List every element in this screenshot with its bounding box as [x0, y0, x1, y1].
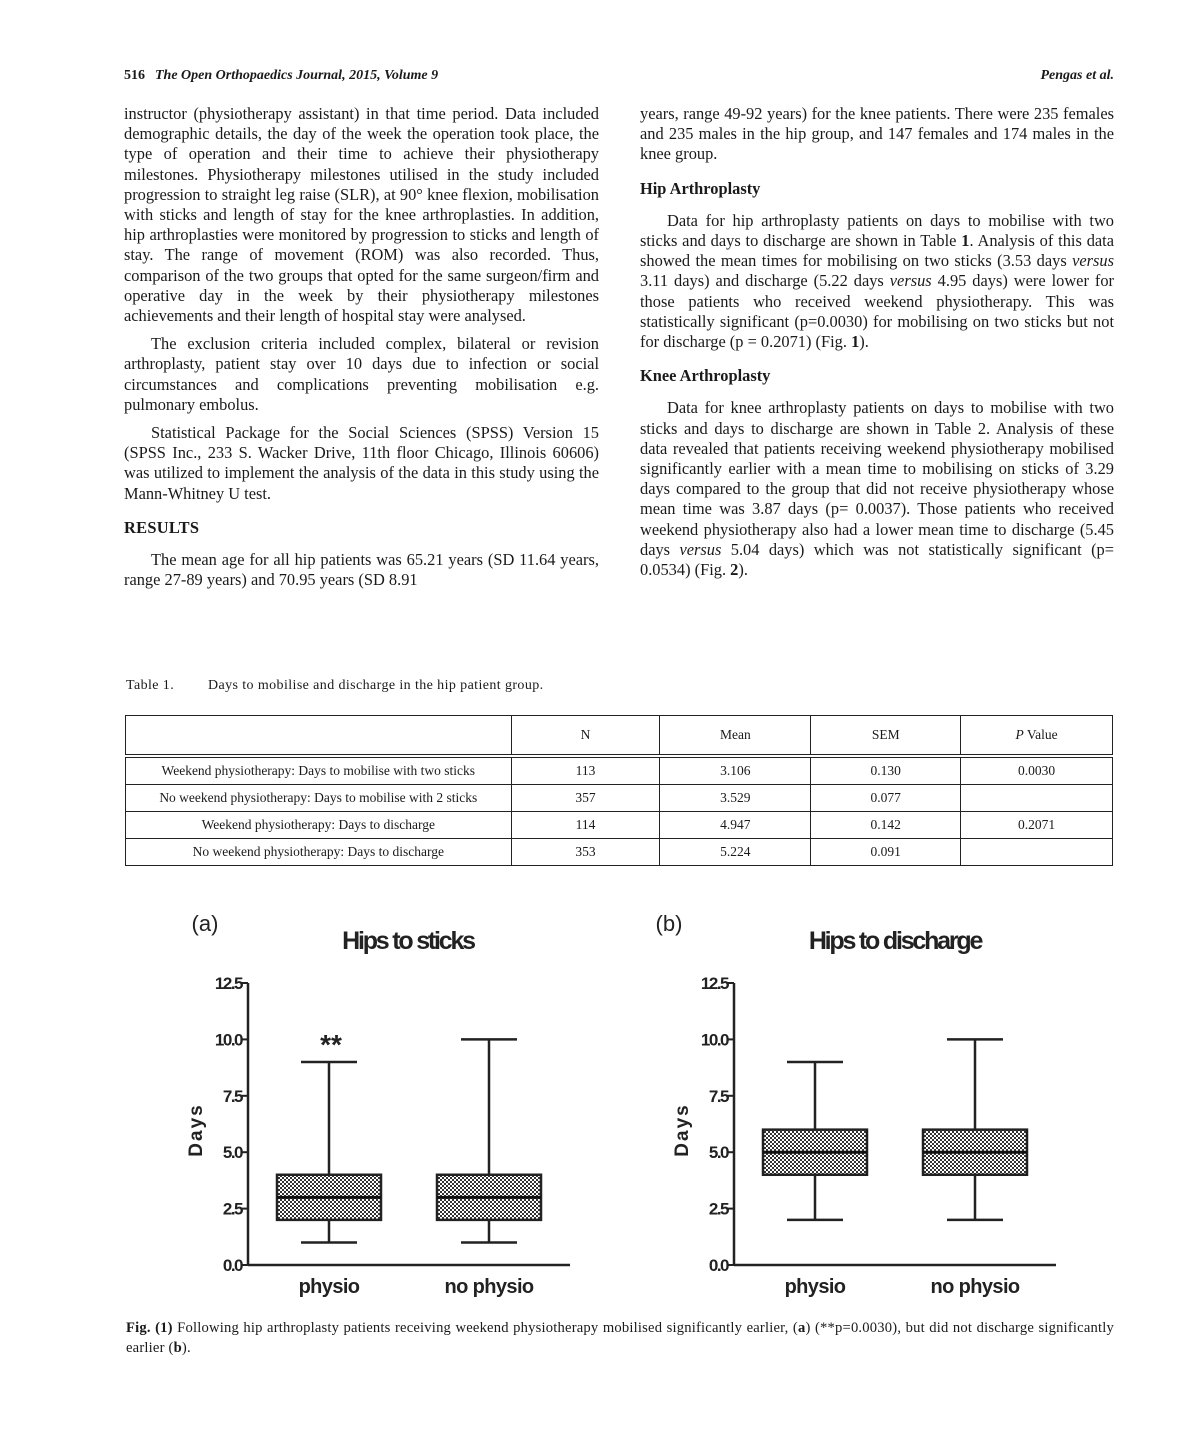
panel-ref: a: [797, 1320, 806, 1336]
cell-p: [961, 785, 1113, 812]
paragraph: years, range 49-92 years) for the knee patients. There were 235 females and 235 males in the hip group, and 147 females and 174 males in the knee group.: [640, 104, 1114, 164]
header-cell-sem: SEM: [811, 716, 961, 757]
significance-annotation: **: [320, 1028, 342, 1060]
table-ref: 1: [961, 231, 970, 251]
x-category-label: no physio: [444, 1276, 534, 1298]
text: 3.11 days) and discharge (5.22 days: [640, 271, 890, 291]
y-tick-label: 0.0: [222, 1256, 242, 1275]
cell-p: 0.2071: [961, 812, 1113, 839]
y-tick-label: 2.5: [222, 1199, 242, 1219]
header-cell-n: N: [511, 716, 660, 757]
text: 5.04 days) which was not statistically significant (p= 0.0534) (Fig.: [640, 539, 1114, 580]
text: versus: [1072, 251, 1114, 271]
y-tick-label: 0.0: [708, 1256, 728, 1275]
paragraph: instructor (physiotherapy assistant) in that time period. Data included demographic details, the day of the week the operation took place, the type of operation and their time to achieve their physiotherapy milestones. Physiotherapy milestones utilised in the study included progression to straight leg raise (SLR), at 90° knee flexion, mobilisation with sticks and length of stay for the knee arthroplasties. In addition, hip arthroplasties were monitored by progression to sticks and length of stay. The range of movement (ROM) was also recorded. Thus, comparison of the two groups that opted for the same surgeon/firm and operative day in the week by their physiotherapy milestones achievements and their length of hospital stay were analysed.: [124, 104, 599, 326]
header-left: [124, 68, 438, 84]
y-tick-label: 10.0: [214, 1030, 242, 1050]
table-header-row: [126, 716, 1113, 757]
cell-n: 353: [511, 839, 660, 866]
panel-label: (b): [655, 911, 683, 936]
chart-panel-b: [656, 911, 1056, 1298]
paragraph: Statistical Package for the Social Sciences (SPSS) Version 15 (SPSS Inc., 233 S. Wacker Drive, 11th floor Chicago, Illinois 60606) was utilized to implement the analysis of the data in this study using the Mann-Whitney U test.: [124, 423, 599, 503]
figure-svg: [0, 895, 1182, 1315]
table-row: [126, 812, 1113, 839]
text: ).: [181, 1340, 191, 1356]
y-tick-label: 5.0: [222, 1143, 242, 1163]
table-label: Table 1.: [126, 678, 175, 693]
chart-panel-a: [186, 911, 570, 1298]
running-header: [124, 68, 1114, 88]
text: Data for hip arthroplasty patients on days to mobilise with two sticks and days to discharge are shown in Table: [640, 210, 1114, 251]
row-label: No weekend physiotherapy: Days to discharge: [126, 839, 512, 866]
cell-sem: 0.142: [811, 812, 961, 839]
table-caption: [126, 678, 544, 694]
journal-title: The Open Orthopaedics Journal, 2015, Volume 9: [155, 68, 439, 83]
section-heading-results: RESULTS: [124, 517, 200, 537]
table-row: [126, 756, 1113, 785]
paragraph: The mean age for all hip patients was 65.21 years (SD 11.64 years, range 27-89 years) and 70.95 years (SD 8.91: [124, 550, 599, 590]
cell-sem: 0.091: [811, 839, 961, 866]
cell-n: 114: [511, 812, 660, 839]
cell-mean: 3.529: [660, 785, 811, 812]
left-column: [124, 104, 599, 598]
figure-label: Fig. (1): [126, 1320, 173, 1336]
cell-mean: 3.106: [660, 756, 811, 785]
paragraph-knee: [640, 398, 1114, 580]
cell-sem: 0.130: [811, 756, 961, 785]
y-tick-label: 10.0: [700, 1030, 728, 1050]
section-heading-knee: Knee Arthroplasty: [640, 366, 771, 386]
text: Data for knee arthroplasty patients on days to mobilise with two sticks and days to discharge are shown in Table 2. Analysis of these data revealed that patients receiving weekend physiotherapy mobilised significantly earlier with a mean time to mobilising on sticks of 3.29 days compared to the group that did not receive physiotherapy whose mean time was 3.87 days (p= 0.0037). Those patients who received weekend physiotherapy also had a lower mean time to discharge (5.45 days: [640, 398, 1114, 559]
header-cell-mean: Mean: [660, 716, 811, 757]
y-tick-label: 2.5: [708, 1199, 728, 1219]
table-row: [126, 785, 1113, 812]
right-column: [640, 104, 1114, 588]
figure-caption: [126, 1318, 1114, 1358]
text: 4.95 days) were lower for those patients who received weekend physiotherapy. This was statistically significant (p=0.0030) for mobilising on two sticks but not for discharge (p = 0.2071) (Fig.: [640, 271, 1114, 352]
y-tick-label: 12.5: [214, 974, 242, 993]
section-heading-hip: Hip Arthroplasty: [640, 178, 761, 198]
y-tick-label: 5.0: [708, 1143, 728, 1163]
authors: Pengas et al.: [1040, 68, 1114, 83]
table-row: [126, 839, 1113, 866]
text: versus: [889, 271, 932, 291]
text: versus: [679, 539, 722, 559]
y-tick-label: 7.5: [222, 1086, 242, 1106]
chart-title: Hips to discharge: [808, 927, 982, 955]
page-number: 516: [124, 68, 145, 83]
cell-sem: 0.077: [811, 785, 961, 812]
x-category-label: physio: [784, 1276, 846, 1298]
row-label: No weekend physiotherapy: Days to mobilise with 2 sticks: [126, 785, 512, 812]
paragraph: The exclusion criteria included complex, bilateral or revision arthroplasty, patient stay over 10 days due to infection or social circumstances and complications preventing mobilisation e.g. pulmonary embolus.: [124, 334, 599, 414]
cell-mean: 4.947: [660, 812, 811, 839]
cell-p: [961, 839, 1113, 866]
panel-label: (a): [191, 911, 219, 936]
x-category-label: physio: [298, 1276, 360, 1298]
cell-n: 113: [511, 756, 660, 785]
text: Value: [1023, 727, 1058, 742]
chart-title: Hips to sticks: [342, 927, 474, 955]
cell-p: 0.0030: [961, 756, 1113, 785]
text: ) (**p=0.0030), but did not discharge significantly earlier (: [126, 1320, 1114, 1356]
y-tick-label: 12.5: [700, 974, 728, 993]
figure-1: [0, 895, 1182, 1315]
row-label: Weekend physiotherapy: Days to discharge: [126, 812, 512, 839]
row-label: Weekend physiotherapy: Days to mobilise with two sticks: [126, 756, 512, 785]
text: ).: [738, 560, 748, 580]
text: ).: [859, 332, 869, 352]
cell-mean: 5.224: [660, 839, 811, 866]
text: Following hip arthroplasty patients receiving weekend physiotherapy mobilised significantly earlier, (: [172, 1320, 798, 1336]
y-axis-label: Days: [672, 1103, 693, 1157]
fig-ref: 1: [851, 332, 860, 352]
header-cell-p-value: [961, 716, 1113, 757]
text: . Analysis of this data showed the mean times for mobilising on two sticks (3.53 days: [640, 231, 1114, 271]
p-symbol: P: [1015, 727, 1024, 742]
y-axis-label: Days: [186, 1103, 207, 1157]
table-caption-text: Days to mobilise and discharge in the hip patient group.: [208, 678, 544, 693]
panel-ref: b: [173, 1340, 182, 1356]
fig-ref: 2: [730, 560, 739, 580]
header-cell-empty: [126, 716, 512, 757]
data-table: [125, 715, 1113, 866]
x-category-label: no physio: [930, 1276, 1020, 1298]
cell-n: 357: [511, 785, 660, 812]
y-tick-label: 7.5: [708, 1086, 728, 1106]
paragraph-hip: [640, 211, 1114, 352]
